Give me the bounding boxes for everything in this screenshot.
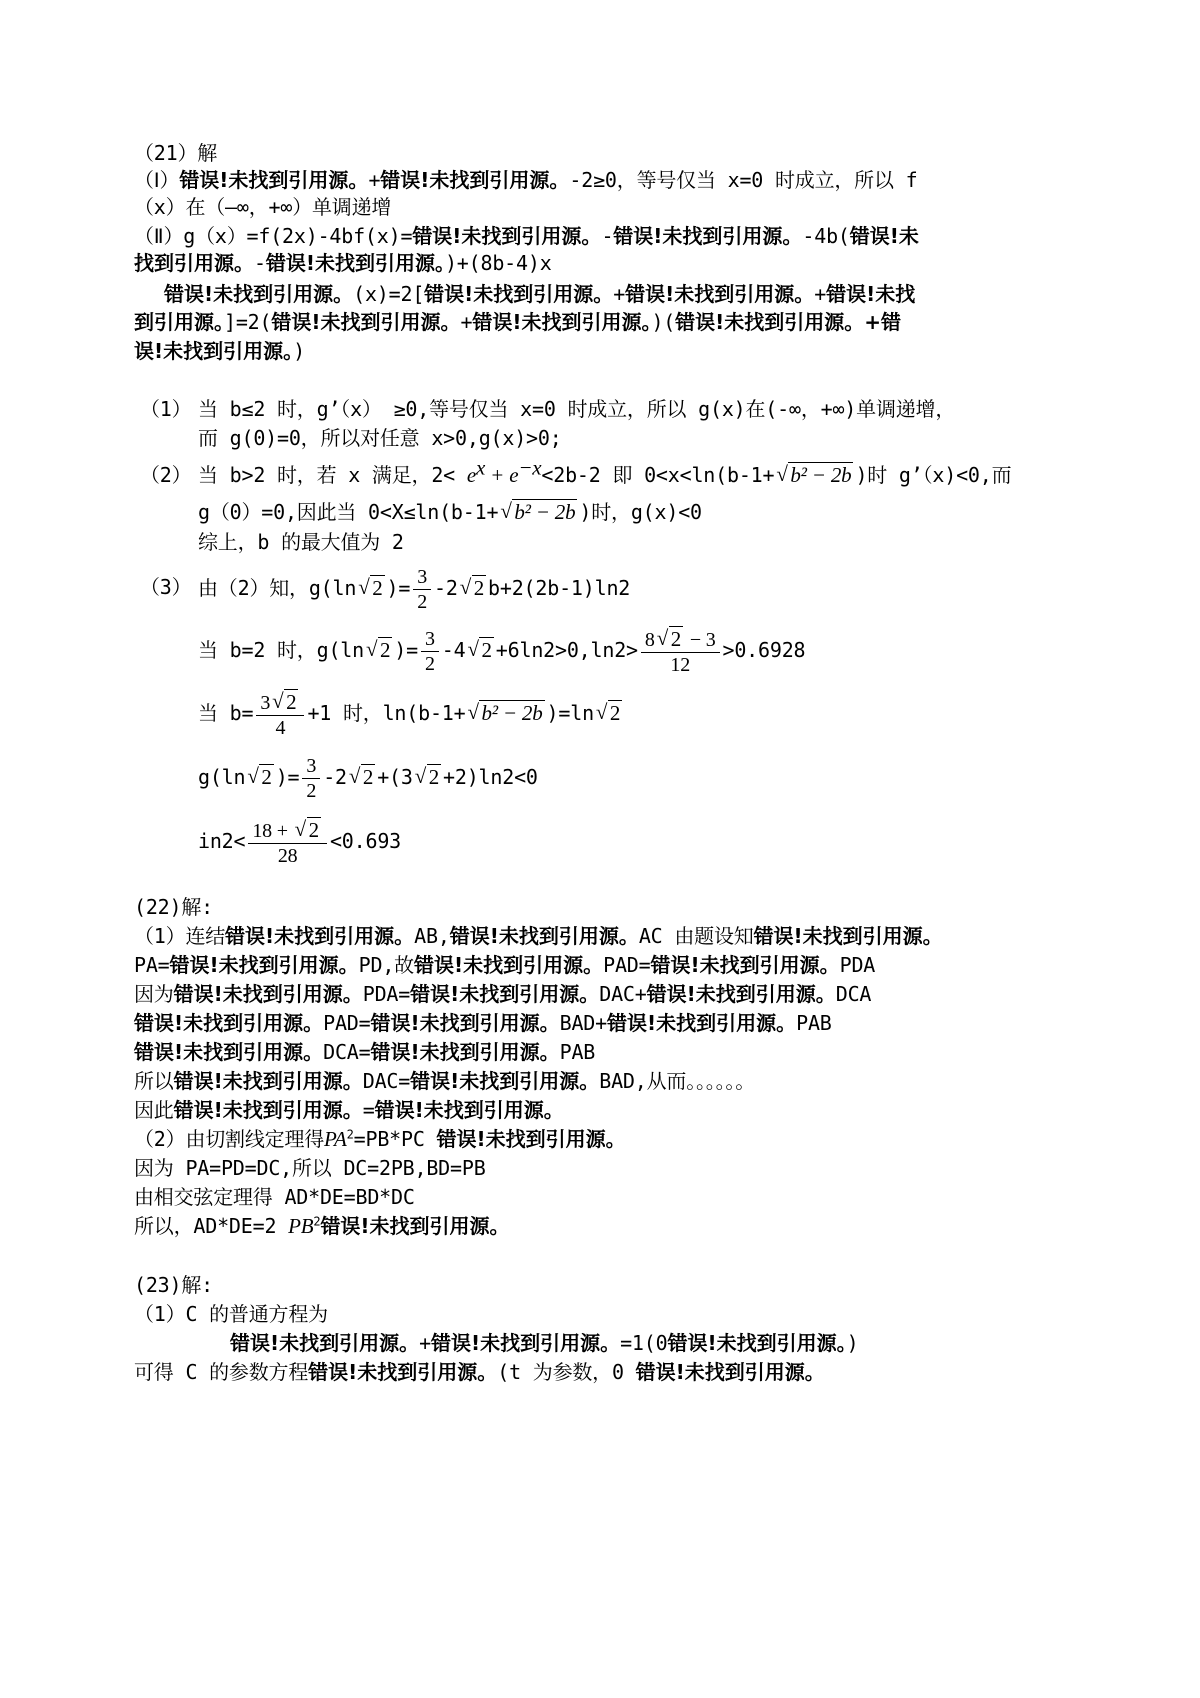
q21-heading: （21）解 — [134, 141, 218, 165]
fraction: $\frac{18 + √ 2}{28}$ — [248, 818, 327, 868]
q22-line6: 所以错误!未找到引用源。DAC=错误!未找到引用源。BAD,从而。。。。。。 — [134, 1069, 755, 1093]
q22-heading: (22)解: — [134, 895, 214, 919]
q21-case2-line1: 当 b>2 时，若 x 满足，$2< e^x + e^{-x}<2b-2$ 即 0<x<ln(b-1+√ b² − 2b )时 g’（x)<0,而 — [198, 461, 1011, 489]
q22-line10: 由相交弦定理得 AD*DE=BD*DC — [134, 1185, 415, 1209]
sqrt-symbol: √ b² − 2b — [500, 498, 577, 526]
sqrt-symbol: √ 2 — [247, 752, 273, 802]
q23-line2: 错误!未找到引用源。+错误!未找到引用源。=1(0错误!未找到引用源。) — [230, 1331, 859, 1355]
q21-case1-line1: 当 b≤2 时，g’（x） ≥0,等号仅当 x=0 时成立，所以 g(x)在(-∞，+∞)单调递增， — [198, 397, 956, 421]
sqrt-symbol: √ b² − 2b — [467, 688, 544, 738]
q22-line7: 因此错误!未找到引用源。=错误!未找到引用源。 — [134, 1098, 564, 1122]
sqrt-symbol: √ 2 — [657, 627, 683, 651]
q21-case3-line5: in2< $\frac{18 + √ 2}{28}$ <0.693 — [198, 816, 401, 868]
sqrt-symbol: √ 2 — [358, 563, 384, 613]
q22-line11: 所以，AD*DE=2 $PB^2$错误!未找到引用源。 — [134, 1214, 510, 1238]
sqrt-symbol: √ 2 — [366, 625, 392, 675]
fraction: $\frac{3}{2}$ — [421, 627, 439, 676]
q22-line9: 因为 PA=PD=DC,所以 DC=2PB,BD=PB — [134, 1156, 486, 1180]
sqrt-symbol: √ 2 — [295, 818, 321, 842]
q21-part1-line1: （Ⅰ）错误!未找到引用源。+错误!未找到引用源。-2≥0，等号仅当 x=0 时成立，所以 f — [134, 168, 918, 192]
sqrt-symbol: √ b² − 2b — [776, 461, 853, 489]
q22-line8: （2）由切割线定理得$PA^2=PB*PC$ 错误!未找到引用源。 — [134, 1127, 626, 1151]
fraction: $\frac{8√ 2 - 3}{12}$ — [641, 627, 720, 677]
q21-derivative-line1: 错误!未找到引用源。(x)=2[错误!未找到引用源。+错误!未找到引用源。+错误!未找 — [164, 282, 916, 306]
q21-case3-line1: 由（2）知，g(ln√ 2 )= $\frac{3}{2}$ -2√ 2 b+2(2b-1)ln2 — [198, 563, 630, 614]
q21-case1-line2: 而 g(0)=0，所以对任意 x>0,g(x)>0; — [198, 426, 562, 450]
q21-part1-line2: （x）在（—∞，+∞）单调递增 — [134, 195, 392, 219]
q22-line5: 错误!未找到引用源。DCA=错误!未找到引用源。PAB — [134, 1040, 596, 1064]
q21-derivative-line2: 到引用源。]=2(错误!未找到引用源。+错误!未找到引用源。)(错误!未找到引用源。+错 — [134, 310, 902, 334]
q21-case3-line3: 当 b= $\frac{3√ 2}{4}$ +1 时，ln(b-1+√ b² − 2b )=ln√ 2 — [198, 688, 624, 740]
q21-case3-number: （3） — [140, 575, 192, 599]
sqrt-symbol: √ 2 — [272, 690, 298, 714]
q23-heading: (23)解: — [134, 1273, 214, 1297]
sqrt-symbol: √ 2 — [467, 625, 493, 675]
q21-part2-line1: （Ⅱ）g（x）=f(2x)-4bf(x)=错误!未找到引用源。-错误!未找到引用源。-4b(错误!未 — [134, 224, 919, 248]
q21-case1-number: （1） — [140, 397, 192, 421]
q22-line4: 错误!未找到引用源。PAD=错误!未找到引用源。BAD+错误!未找到引用源。PAB — [134, 1011, 832, 1035]
q23-line3: 可得 C 的参数方程错误!未找到引用源。(t 为参数，0 错误!未找到引用源。 — [134, 1360, 825, 1384]
fraction: $\frac{3}{2}$ — [413, 565, 431, 614]
q22-line2: PA=错误!未找到引用源。PD,故错误!未找到引用源。PAD=错误!未找到引用源。PDA — [134, 953, 876, 977]
q21-case2-line2: g（0）=0,因此当 0<X≤ln(b-1+√ b² − 2b )时，g(x)<0 — [198, 498, 702, 526]
sqrt-symbol: √ 2 — [460, 563, 486, 613]
sqrt-symbol: √ 2 — [349, 752, 375, 802]
q21-case2-number: （2） — [140, 463, 192, 487]
fraction: $\frac{3}{2}$ — [302, 754, 320, 803]
q21-case3-line2: 当 b=2 时，g(ln√ 2 )= $\frac{3}{2}$ -4√ 2 +6ln2>0,ln2> $\frac{8√ 2 - 3}{12}$ >0.6928 — [198, 625, 805, 677]
q22-line1: （1）连结错误!未找到引用源。AB,错误!未找到引用源。AC 由题设知错误!未找到引用源。 — [134, 924, 943, 948]
sqrt-symbol: √ 2 — [596, 688, 622, 738]
sqrt-symbol: √ 2 — [415, 752, 441, 802]
q21-case2-conclusion: 综上，b 的最大值为 2 — [198, 530, 404, 554]
fraction: $\frac{3√ 2}{4}$ — [256, 690, 304, 740]
q21-part2-line2: 找到引用源。-错误!未找到引用源。)+(8b-4)x — [134, 251, 552, 275]
q21-derivative-line3: 误!未找到引用源。) — [134, 339, 305, 363]
q21-case3-line4: g(ln√ 2 )= $\frac{3}{2}$ -2√ 2 +(3√ 2 +2)ln2<0 — [198, 752, 538, 803]
q23-line1: （1）C 的普通方程为 — [134, 1302, 328, 1326]
q22-line3: 因为错误!未找到引用源。PDA=错误!未找到引用源。DAC+错误!未找到引用源。DCA — [134, 982, 872, 1006]
